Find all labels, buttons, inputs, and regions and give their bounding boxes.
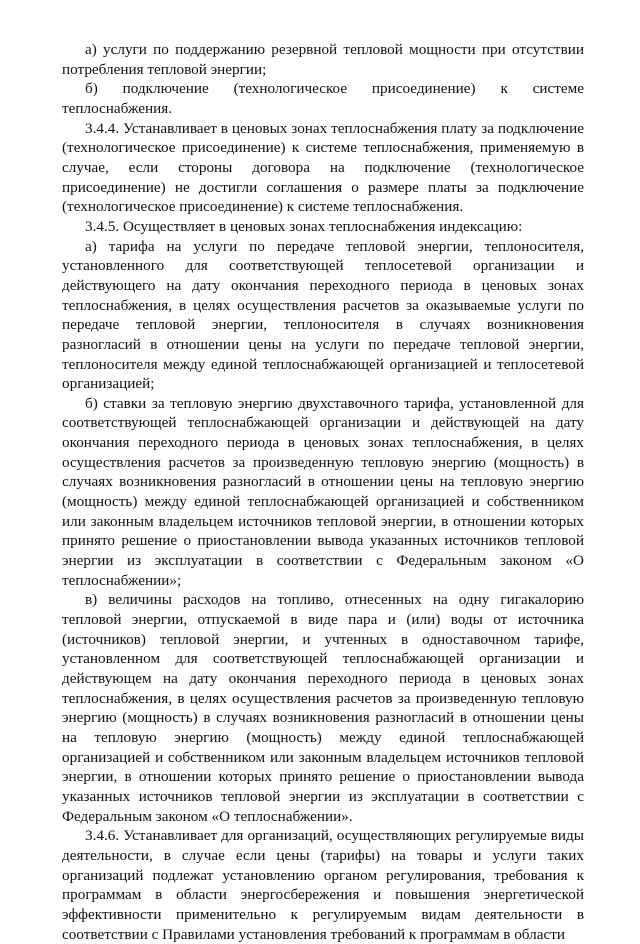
- paragraph-3-4-3-item-a: а) услуги по поддержанию резервной тепловой мощности при отсутствии потребления тепловой энергии;: [62, 41, 584, 78]
- paragraph-3-4-4: 3.4.4. Устанавливает в ценовых зонах теплоснабжения плату за подключение (технологическое присоединение) к системе теплоснабжения, применяемую в случае, если стороны договора на подключение (технологическое присоединение) не достигли соглашения о размере платы за подключение (технологическое присоединение) к системе теплоснабжения.: [62, 119, 584, 216]
- paragraph-3-4-5-item-c: в) величины расходов на топливо, отнесенных на одну гигакалорию тепловой энергии, отпускаемой в виде пара и (или) воды от источника (источников) тепловой энергии, и учтенных в одноставочном тарифе, установленном для соответствующей теплоснабжающей организации и действующем на дату окончания переходного периода в ценовых зонах теплоснабжения, в целях осуществления расчетов за произведенную тепловую энергию (мощность) в случаях возникновения разногласий в отношении цены на тепловую энергию (мощность) между единой теплоснабжающей организацией и собственником или законным владельцем источников тепловой энергии, в отношении которых принято решение о приостановлении вывода указанных источников тепловой энергии из эксплуатации в соответствии с Федеральным законом «О теплоснабжении».: [62, 591, 584, 825]
- paragraph-3-4-5: 3.4.5. Осуществляет в ценовых зонах теплоснабжения индексацию:: [85, 217, 523, 235]
- paragraph-3-4-5-item-a: а) тарифа на услуги по передаче тепловой энергии, теплоносителя, установленного для соответствующей теплосетевой организации и действующего на дату окончания переходного периода в ценовых зонах теплоснабжения, в целях осуществления расчетов за оказываемые услуги по передаче тепловой энергии, теплоносителя в случаях возникновения разногласий в отношении цены на услуги по передаче тепловой энергии, теплоносителя между единой теплоснабжающей организацией и теплосетевой организацией;: [62, 237, 584, 393]
- document-body: [62, 40, 584, 944]
- paragraph-3-4-5-item-b: б) ставки за тепловую энергию двухставочного тарифа, установленной для соответствующей теплоснабжающей организации и действующей на дату окончания переходного периода в ценовых зонах теплоснабжения, в целях осуществления расчетов за произведенную тепловую энергию (мощность) в случаях возникновения разногласий в отношении цены на тепловую энергию (мощность) между единой теплоснабжающей организацией и собственником или законным владельцем источников тепловой энергии, в отношении которых принято решение о приостановлении вывода указанных источников тепловой энергии из эксплуатации в соответствии с Федеральным законом «О теплоснабжении»;: [62, 394, 584, 589]
- paragraph-3-4-6: 3.4.6. Устанавливает для организаций, осуществляющих регулируемые виды деятельности, в случае если цены (тарифы) на товары и услуги таких организаций подлежат установлению органом регулирования, требования к программам в области энергосбережения и повышения энергетической эффективности применительно к регулируемым видам деятельности в соответствии с Правилами установления требований к программам в области: [62, 827, 584, 943]
- paragraph-3-4-3-item-b: б) подключение (технологическое присоединение) к системе теплоснабжения.: [62, 80, 584, 117]
